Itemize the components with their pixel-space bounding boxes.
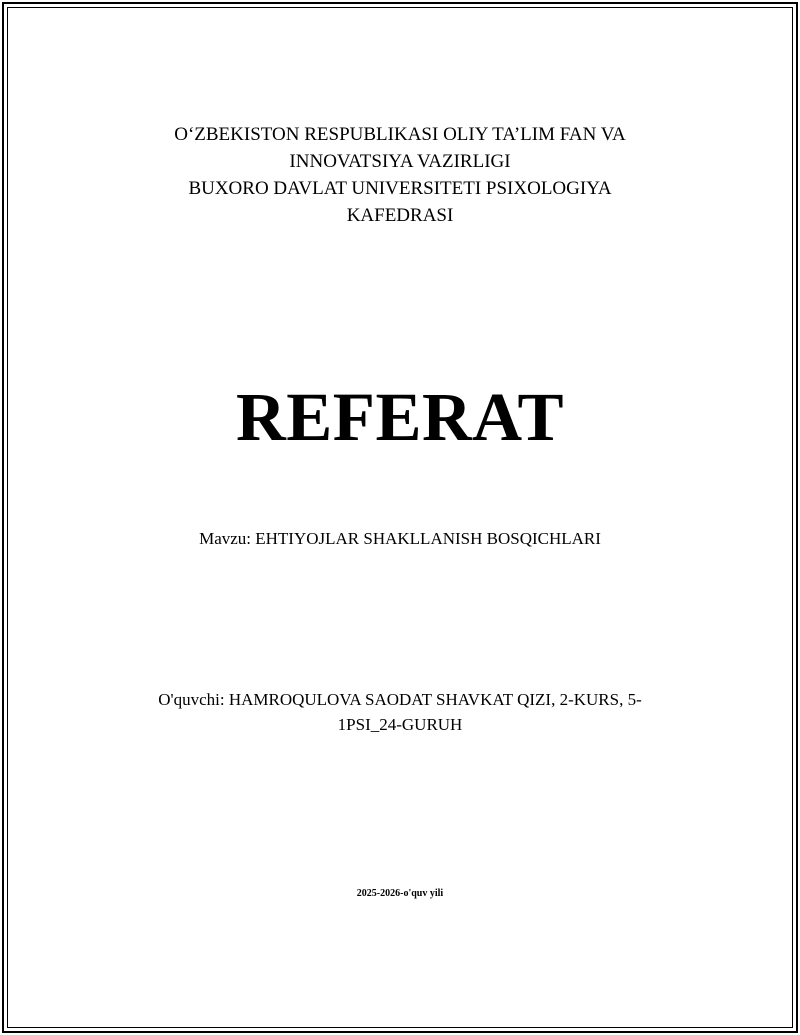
header-line: O‘ZBEKISTON RESPUBLIKASI OLIY TA’LIM FAN VA [174, 124, 626, 145]
header-line: INNOVATSIYA VAZIRLIGI [289, 151, 511, 172]
student-line: O'quvchi: HAMROQULOVA SAODAT SHAVKAT QIZI, 2-KURS, 5- [158, 690, 642, 709]
topic-line: Mavzu: EHTIYOJLAR SHAKLLANISH BOSQICHLARI [199, 529, 601, 548]
academic-year: 2025-2026-o'quv yili [356, 888, 444, 899]
header-line: BUXORO DAVLAT UNIVERSITETI PSIXOLOGIYA [188, 178, 612, 199]
header-line: KAFEDRASI [346, 205, 454, 226]
institution-header [0, 121, 800, 229]
document-title: REFERAT [235, 379, 565, 455]
student-info [0, 687, 800, 737]
student-line: 1PSI_24-GURUH [337, 715, 463, 734]
